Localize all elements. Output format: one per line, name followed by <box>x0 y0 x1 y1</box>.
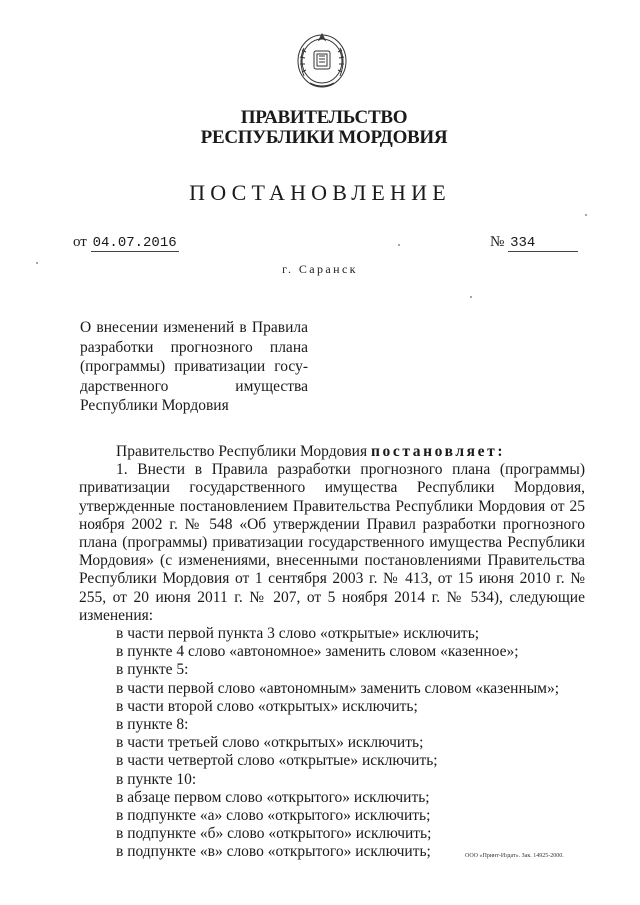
government-title-line1: ПРАВИТЕЛЬСТВО <box>240 107 408 128</box>
subject-line: Республики Мордовия <box>80 397 229 414</box>
change-item: в подпункте «в» слово «открытого» исключить; <box>116 843 431 861</box>
change-item: в части четвертой слово «открытые» исключить; <box>116 752 438 770</box>
subject-block <box>80 318 308 416</box>
change-item: в пункте 4 слово «автономное» заменить словом «казенное»; <box>116 643 519 661</box>
number-prefix: № <box>490 234 505 250</box>
change-item: в пункте 10: <box>116 770 197 788</box>
change-item: в части третьей слово «открытых» исключить; <box>116 734 424 752</box>
scan-speck <box>36 262 38 264</box>
change-item: в подпункте «б» слово «открытого» исключить; <box>116 825 432 843</box>
change-item: в пункте 5: <box>116 661 189 679</box>
scan-speck <box>398 244 400 246</box>
change-item: в пункте 8: <box>116 716 189 734</box>
decree-word: постановляет: <box>370 443 506 460</box>
document-body <box>79 443 585 862</box>
scan-speck <box>585 214 587 216</box>
date-line <box>73 234 179 251</box>
intro-paragraph <box>79 443 585 461</box>
city-label: г. Саранск <box>282 262 358 276</box>
change-item: в абзаце первом слово «открытого» исключить; <box>116 788 430 806</box>
subject-line: (программы) приватизации госу- <box>80 358 308 375</box>
coat-of-arms-icon <box>292 28 352 90</box>
subject-line: разработки прогнозного плана <box>80 338 308 356</box>
document-type: ПОСТАНОВЛЕНИЕ <box>189 180 451 205</box>
change-item: в части первой слово «автономным» заменить словом «казенным»; <box>116 679 560 697</box>
printer-imprint: ООО «Принт-Издат». Зак. 14925-2000. <box>465 853 564 859</box>
number-line <box>490 234 578 252</box>
change-item: в подпункте «а» слово «открытого» исключить; <box>116 807 431 825</box>
scan-speck <box>470 296 472 298</box>
government-title-line2: РЕСПУБЛИКИ МОРДОВИЯ <box>200 127 448 148</box>
change-item: в части второй слово «открытых» исключить; <box>116 697 418 715</box>
date-prefix: от <box>73 234 87 250</box>
document-number: 334 <box>508 235 578 252</box>
document-date: 04.07.2016 <box>92 235 177 251</box>
subject-line: О внесении изменений в Правила <box>80 319 308 336</box>
change-item: в части первой пункта 3 слово «открытые» исключить; <box>116 625 480 643</box>
item-1-paragraph: 1. Внести в Правила разработки прогнозного плана (программы) приватизации государственного имущества Республики Мордовия, утвержденные постановлением Правительства Республики Мордовия от 25 ноября 2002 г. № 548 «Об утверждении Правил разработки прогнозного плана (программы) приватизации государственного имущества Республики Мордовия» (с изменениями, внесенными постановлениями Правительства Республики Мордовия от 1 сентября 2003 г. № 413, от 15 июня 2010 г. № 255, от 20 июня 2011 г. № 207, от 5 ноября 2014 г. № 534), следующие изменения: <box>79 461 585 624</box>
intro-text: Правительство Республики Мордовия <box>116 443 368 460</box>
subject-line: дарственного имущества <box>80 377 308 395</box>
